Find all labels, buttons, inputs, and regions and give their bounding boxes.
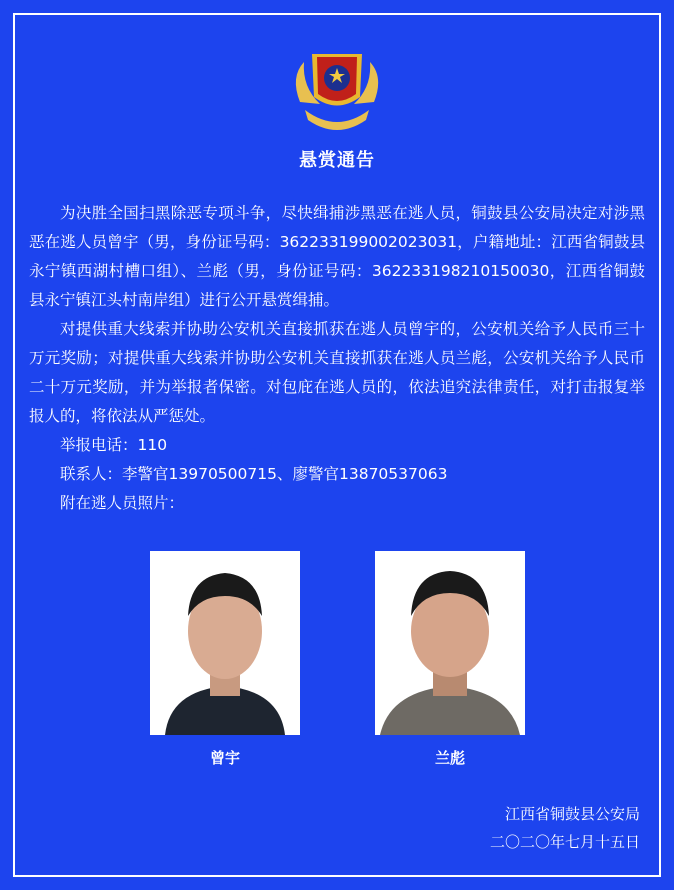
notice-title: 悬赏通告 xyxy=(299,150,375,171)
suspect-photo xyxy=(375,551,525,735)
issuer: 江西省铜鼓县公安局 xyxy=(504,805,640,823)
notice-paragraph-intro: 为决胜全国扫黑除恶专项斗争，尽快缉捕涉黑恶在逃人员，铜鼓县公安局决定对涉黑恶在逃人员曾宇（男，身份证号码：362233199002023031，户籍地址：江西省铜鼓县永宁镇西湖村槽口组）、兰彪（男，身份证号码：362233198210150030，江西省铜鼓县永宁镇江头村南岸组）进行公开悬赏缉捕。 xyxy=(29,204,645,309)
notice-paragraph-reward: 对提供重大线索并协助公安机关直接抓获在逃人员曾宇的，公安机关给予人民币三十万元奖励；对提供重大线索并协助公安机关直接抓获在逃人员兰彪，公安机关给予人民币二十万元奖励，并为举报者保密。对包庇在逃人员的，依法追究法律责任，对打击报复举报人的，将依法从严惩处。 xyxy=(29,320,645,425)
suspect-photo xyxy=(150,551,300,735)
suspect-name: 曾宇 xyxy=(209,749,240,767)
police-emblem-icon xyxy=(290,42,384,134)
notice-body xyxy=(29,199,645,518)
suspect-name: 兰彪 xyxy=(434,749,465,767)
photos-label: 附在逃人员照片： xyxy=(60,494,185,512)
report-phone: 举报电话：110 xyxy=(60,436,168,454)
contact-persons: 联系人：李警官13970500715、廖警官13870537063 xyxy=(60,465,448,483)
issue-date: 二〇二〇年七月十五日 xyxy=(489,833,640,851)
